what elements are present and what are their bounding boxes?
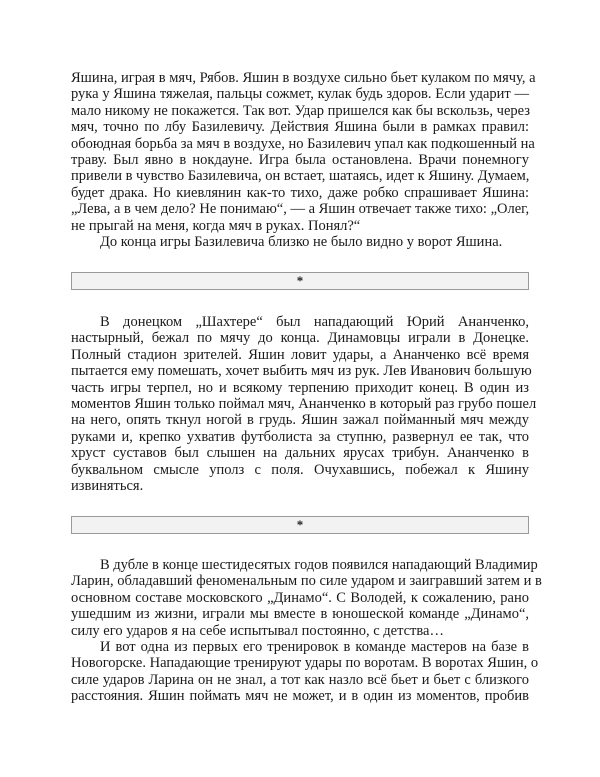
text-line: В донецком „Шахтере“ был нападающий Юрий Ананченко, [100, 314, 529, 330]
text-line: Яшина, играя в мяч, Рябов. Яшин в воздухе сильно бьет кулаком по мячу, а [71, 70, 536, 86]
text-line: привели в чувство Базилевича, он встает, шатаясь, идет к Яшину. Думаем, [71, 168, 530, 185]
paragraph-section-1 [71, 70, 536, 250]
text-line: Новогорске. Нападающие тренируют удары по воротам. В воротах Яшин, о [71, 655, 539, 672]
text-line: хруст суставов был слышен на дальних ярусах трибун. Ананченко в [71, 445, 529, 462]
text-line: будет драка. Но киевлянин как-то тихо, даже робко спрашивает Яшина: [71, 184, 529, 201]
closing-line: До конца игры Базилевича близко не было видно у ворот Яшина. [100, 233, 503, 250]
text-line: траву. Был явно в нокдауне. Игра была остановлена. Врачи понемногу [71, 151, 529, 168]
text-line: настырный, бежал по мячу до конца. Динамовцы играли в Донецке. [71, 330, 529, 347]
text-line: основном составе московского „Динамо“. С Володей, к сожалению, рано [71, 589, 529, 606]
text-line: И вот одна из первых его тренировок в команде мастеров на базе в [100, 638, 529, 655]
text-line: рука у Яшина тяжелая, пальцы сожмет, кулак будь здоров. Если ударит — [71, 86, 529, 103]
text-line: на него, опять ткнул ногой в грудь. Яшин зажал пойманный мяч между [71, 412, 529, 429]
paragraph-section-3 [71, 557, 542, 705]
text-line: извиняться. [71, 477, 144, 494]
text-line: расстояния. Яшин поймать мяч не может, и в один из моментов, пробив [71, 688, 529, 705]
text-line: силу его ударов я на себе испытывал постоянно, с детства… [71, 622, 444, 639]
text-line: часть игры терпел, но и всякому терпению приходит конец. В один из [71, 379, 529, 396]
text-line: Ларин, обладавший феноменальным по силе ударом и заигравший затем и в [71, 573, 542, 590]
text-line: ушедшим из жизни, играли мы вместе в юношеской команде „Динамо“, [71, 606, 529, 623]
text-line: мяч, точно по лбу Базилевичу. Действия Яшина были в рамках правил: [71, 119, 529, 136]
section-separator: * [71, 272, 529, 290]
text-line: Полный стадион зрителей. Яшин ловит удары, а Ананченко всё время [71, 346, 529, 363]
text-line: буквальном смысле уполз с поля. Очухавшись, побежал к Яшину [71, 461, 529, 478]
text-line: пытается ему помешать, хочет выбить мяч из рук. Лев Иванович большую [71, 363, 532, 380]
text-line: „Лева, а в чем дело? Не понимаю“, — а Яшин отвечает также тихо: „Олег, [71, 201, 530, 218]
section-separator: * [71, 516, 529, 534]
text-line: моментов Яшин только поймал мяч, Ананченко в который раз грубо пошел [71, 395, 537, 412]
text-line: силе ударов Ларина он не знал, а тот как назло всё бьет и бьет с близкого [71, 671, 529, 688]
text-line: руками и, крепко ухватив футболиста за ступню, развернул ее так, что [71, 428, 529, 445]
text-line: В дубле в конце шестидесятых годов появился нападающий Владимир [100, 557, 538, 573]
text-line: не прыгай на меня, когда мяч в руках. Понял?“ [71, 217, 361, 234]
paragraph-section-2 [71, 314, 537, 494]
text-line: обоюдная борьба за мяч в воздухе, но Базилевич упал как подкошенный на [71, 135, 535, 152]
text-line: мало никому не покажется. Так вот. Удар пришелся как бы вскользь, через [71, 102, 530, 119]
